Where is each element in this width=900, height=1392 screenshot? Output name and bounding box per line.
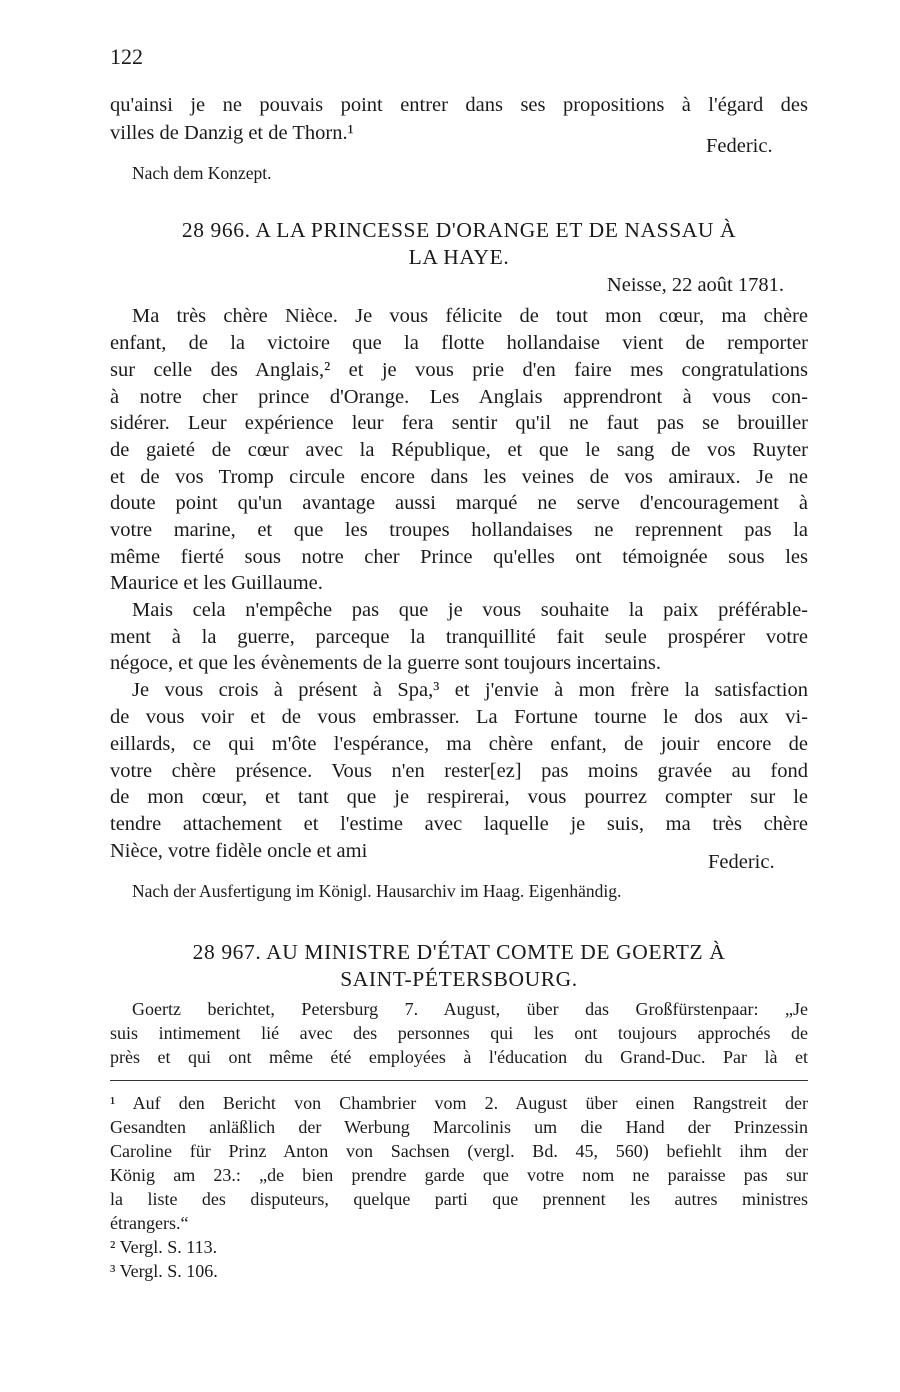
body-line: ment à la guerre, parceque la tranquillité fait seule prospérer votre — [110, 626, 808, 648]
signature: Federic. — [706, 135, 773, 157]
body-line: à notre cher prince d'Orange. Les Anglais apprendront à vous con- — [110, 386, 808, 408]
footnote-line: étrangers.“ — [110, 1213, 189, 1233]
footnote-line: König am 23.: „de bien prendre garde que votre nom ne paraisse pas sur — [110, 1165, 808, 1185]
source-note: Nach dem Konzept. — [132, 163, 272, 183]
summary-line: près et qui ont même été employées à l'éducation du Grand-Duc. Par là et — [110, 1047, 808, 1067]
summary-line: Goertz berichtet, Petersburg 7. August, über das Großfürstenpaar: „Je — [132, 999, 808, 1019]
footnote-3: ³ Vergl. S. 106. — [110, 1261, 218, 1281]
body-line: qu'ainsi je ne pouvais point entrer dans ses propositions à l'égard des — [110, 94, 808, 116]
body-line: votre marine, et que les troupes hollandaises ne reprennent pas la — [110, 519, 808, 541]
body-line: tendre attachement et l'estime avec laquelle je suis, ma très chère — [110, 813, 808, 835]
summary-line: suis intimement lié avec des personnes qui les ont toujours approchés de — [110, 1023, 808, 1043]
body-line: sidérer. Leur expérience leur fera sentir qu'il ne faut pas se brouiller — [110, 412, 808, 434]
body-line: Ma très chère Nièce. Je vous félicite de tout mon cœur, ma chère — [132, 305, 808, 327]
body-line: de gaieté de cœur avec la République, et que le sang de vos Ruyter — [110, 439, 808, 461]
footnote-divider — [110, 1080, 808, 1081]
body-line: enfant, de la victoire que la flotte hollandaise vient de remporter — [110, 332, 808, 354]
dateline: Neisse, 22 août 1781. — [606, 274, 784, 296]
page-number: 122 — [110, 44, 143, 69]
body-line: Je vous crois à présent à Spa,³ et j'envie à mon frère la satisfaction — [132, 679, 808, 701]
body-line: négoce, et que les évènements de la guerre sont toujours incertains. — [110, 652, 662, 674]
body-line: de vous voir et de vous embrasser. La Fortune tourne le dos aux vi- — [110, 706, 808, 728]
body-line: Maurice et les Guillaume. — [110, 572, 323, 594]
signature: Federic. — [708, 851, 775, 873]
letter-heading: 28 966. A LA PRINCESSE D'ORANGE ET DE NASSAU À — [181, 218, 737, 242]
footnote-2: ² Vergl. S. 113. — [110, 1237, 218, 1257]
letter-heading-cont: SAINT-PÉTERSBOURG. — [340, 967, 578, 991]
source-note: Nach der Ausfertigung im Königl. Hausarchiv im Haag. Eigenhändig. — [132, 881, 622, 901]
footnote-line: ¹ Auf den Bericht von Chambrier vom 2. August über einen Rangstreit der — [110, 1093, 808, 1113]
body-line: sur celle des Anglais,² et je vous prie d'en faire mes congratulations — [110, 359, 808, 381]
footnote-line: Caroline für Prinz Anton von Sachsen (vergl. Bd. 45, 560) befiehlt ihm der — [110, 1141, 808, 1161]
body-line: eillards, ce qui m'ôte l'espérance, ma chère enfant, de jouir encore de — [110, 733, 808, 755]
body-line: Nièce, votre fidèle oncle et ami — [110, 840, 368, 862]
body-line: Mais cela n'empêche pas que je vous souhaite la paix préférable- — [132, 599, 808, 621]
body-line: votre chère présence. Vous n'en rester[ez] pas moins gravée au fond — [110, 760, 808, 782]
body-line: même fierté sous notre cher Prince qu'elles ont témoignée sous les — [110, 546, 808, 568]
footnote-line: la liste des disputeurs, quelque parti que prennent les autres ministres — [110, 1189, 808, 1209]
footnote-line: Gesandten anläßlich der Werbung Marcolinis um die Hand der Prinzessin — [110, 1117, 808, 1137]
body-line: de mon cœur, et tant que je respirerai, vous pourrez compter sur le — [110, 786, 808, 808]
letter-heading-cont: LA HAYE. — [408, 245, 510, 269]
body-line: doute point qu'un avantage aussi marqué ne serve d'encouragement à — [110, 492, 808, 514]
letter-heading: 28 967. AU MINISTRE D'ÉTAT COMTE DE GOERTZ À — [192, 940, 726, 964]
body-line: et de vos Tromp circule encore dans les veines de vos amiraux. Je ne — [110, 466, 808, 488]
body-line: villes de Danzig et de Thorn.¹ — [110, 122, 354, 144]
